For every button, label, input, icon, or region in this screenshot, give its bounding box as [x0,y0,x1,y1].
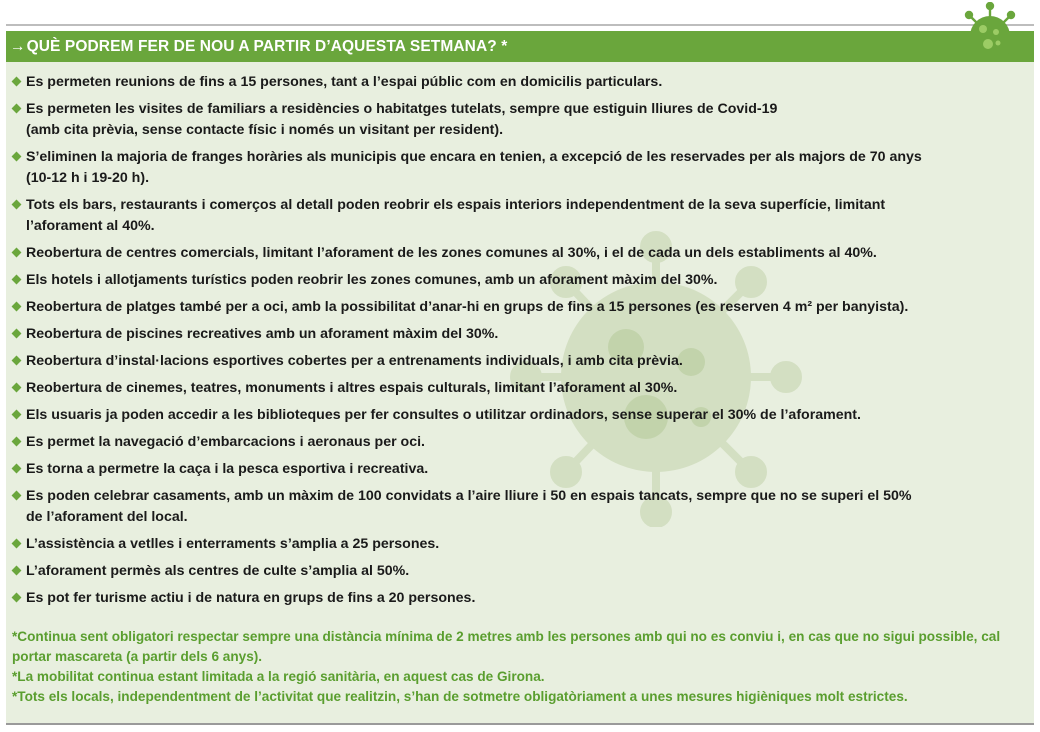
list-item-text: L’aforament permès als centres de culte s’amplia al 50%. [26,563,410,579]
top-rule [6,24,1034,26]
diamond-bullet-icon [12,464,21,473]
list-item [12,486,1022,528]
list-item-text: Els usuaris ja poden accedir a les biblioteques per fer consultes o utilitzar ordinadors, sense superar el 30% de l’aforament. [26,407,861,423]
list-item-text: S’eliminen la majoria de franges horàries als municipis que encara en tenien, a excepció de les reservades per als majors de 70 anys [26,149,922,165]
list-item [12,195,1022,237]
diamond-bullet-icon [12,77,21,86]
list-item [12,405,1022,426]
arrow-icon: → [10,37,26,55]
list-item [12,270,1022,291]
diamond-bullet-icon [12,200,21,209]
list-item [12,588,1022,609]
footnote-hygiene: *Tots els locals, independentment de l’activitat que realitzin, s’han de sotmetre obligatòriament a unes mesures higièniques molt estrictes. [12,689,908,704]
diamond-bullet-icon [12,329,21,338]
list-item [12,378,1022,399]
diamond-bullet-icon [12,275,21,284]
diamond-bullet-icon [12,104,21,113]
footnotes [12,627,1028,707]
diamond-bullet-icon [12,356,21,365]
list-item-text: Es torna a permetre la caça i la pesca esportiva i recreativa. [26,461,429,477]
list-item [12,297,1022,318]
footnote-mobility: *La mobilitat continua estant limitada a la regió sanitària, en aquest cas de Girona. [12,669,545,684]
list-item [12,72,1022,93]
list-item [12,99,1022,141]
list-item [12,459,1022,480]
header-title: QUÈ PODREM FER DE NOU A PARTIR D’AQUESTA SETMANA? * [26,37,508,55]
list-item-text: Reobertura de cinemes, teatres, monuments i altres espais culturals, limitant l’aforament al 30%. [26,380,678,396]
list-item-text: Els hotels i allotjaments turístics poden reobrir les zones comunes, amb un aforament màxim del 30%. [26,272,718,288]
list-item [12,534,1022,555]
list-item-text: de l’aforament del local. [26,509,188,525]
list-item [12,147,1022,189]
diamond-bullet-icon [12,593,21,602]
diamond-bullet-icon [12,248,21,257]
list-item-text: Es poden celebrar casaments, amb un màxim de 100 convidats a l’aire lliure i 50 en espais tancats, sempre que no se superi el 50% [26,488,912,504]
list-item [12,432,1022,453]
diamond-bullet-icon [12,539,21,548]
footnote-distance: *Continua sent obligatori respectar sempre una distància mínima de 2 metres amb les persones amb qui no es conviu i, en cas que no sigui possible, cal portar mascareta (a partir dels 6 anys). [12,629,1001,664]
list-item-text: Es pot fer turisme actiu i de natura en grups de fins a 20 persones. [26,590,476,606]
list-item [12,324,1022,345]
bottom-rule [6,723,1034,725]
diamond-bullet-icon [12,566,21,575]
content-panel [6,62,1034,723]
diamond-bullet-icon [12,152,21,161]
measures-list [12,72,1022,615]
list-item-text: (amb cita prèvia, sense contacte físic i només un visitant per resident). [26,122,504,138]
diamond-bullet-icon [12,383,21,392]
list-item-text: Reobertura de centres comercials, limitant l’aforament de les zones comunes al 30%, i el de cada un dels establiments al 40%. [26,245,877,261]
list-item-text: l’aforament al 40%. [26,218,155,234]
list-item-text: (10-12 h i 19-20 h). [26,170,150,186]
section-header [6,31,1034,62]
list-item [12,351,1022,372]
virus-icon [955,2,1025,70]
list-item-text: Reobertura de piscines recreatives amb un aforament màxim del 30%. [26,326,499,342]
list-item [12,561,1022,582]
diamond-bullet-icon [12,302,21,311]
list-item-text: Es permeten reunions de fins a 15 persones, tant a l’espai públic com en domicilis particulars. [26,74,663,90]
list-item-text: Tots els bars, restaurants i comerços al detall poden reobrir els espais interiors independentment de la seva superfície, limitant [26,197,886,213]
list-item [12,243,1022,264]
diamond-bullet-icon [12,410,21,419]
list-item-text: Es permet la navegació d’embarcacions i aeronaus per oci. [26,434,425,450]
list-item-text: Reobertura de platges també per a oci, amb la possibilitat d’anar-hi en grups de fins a 15 persones (es reserven 4 m² per banyista). [26,299,909,315]
diamond-bullet-icon [12,491,21,500]
list-item-text: Es permeten les visites de familiars a residències o habitatges tutelats, sempre que estiguin lliures de Covid-19 [26,101,778,117]
list-item-text: Reobertura d’instal·lacions esportives cobertes per a entrenaments individuals, i amb cita prèvia. [26,353,683,369]
diamond-bullet-icon [12,437,21,446]
list-item-text: L’assistència a vetlles i enterraments s’amplia a 25 persones. [26,536,440,552]
